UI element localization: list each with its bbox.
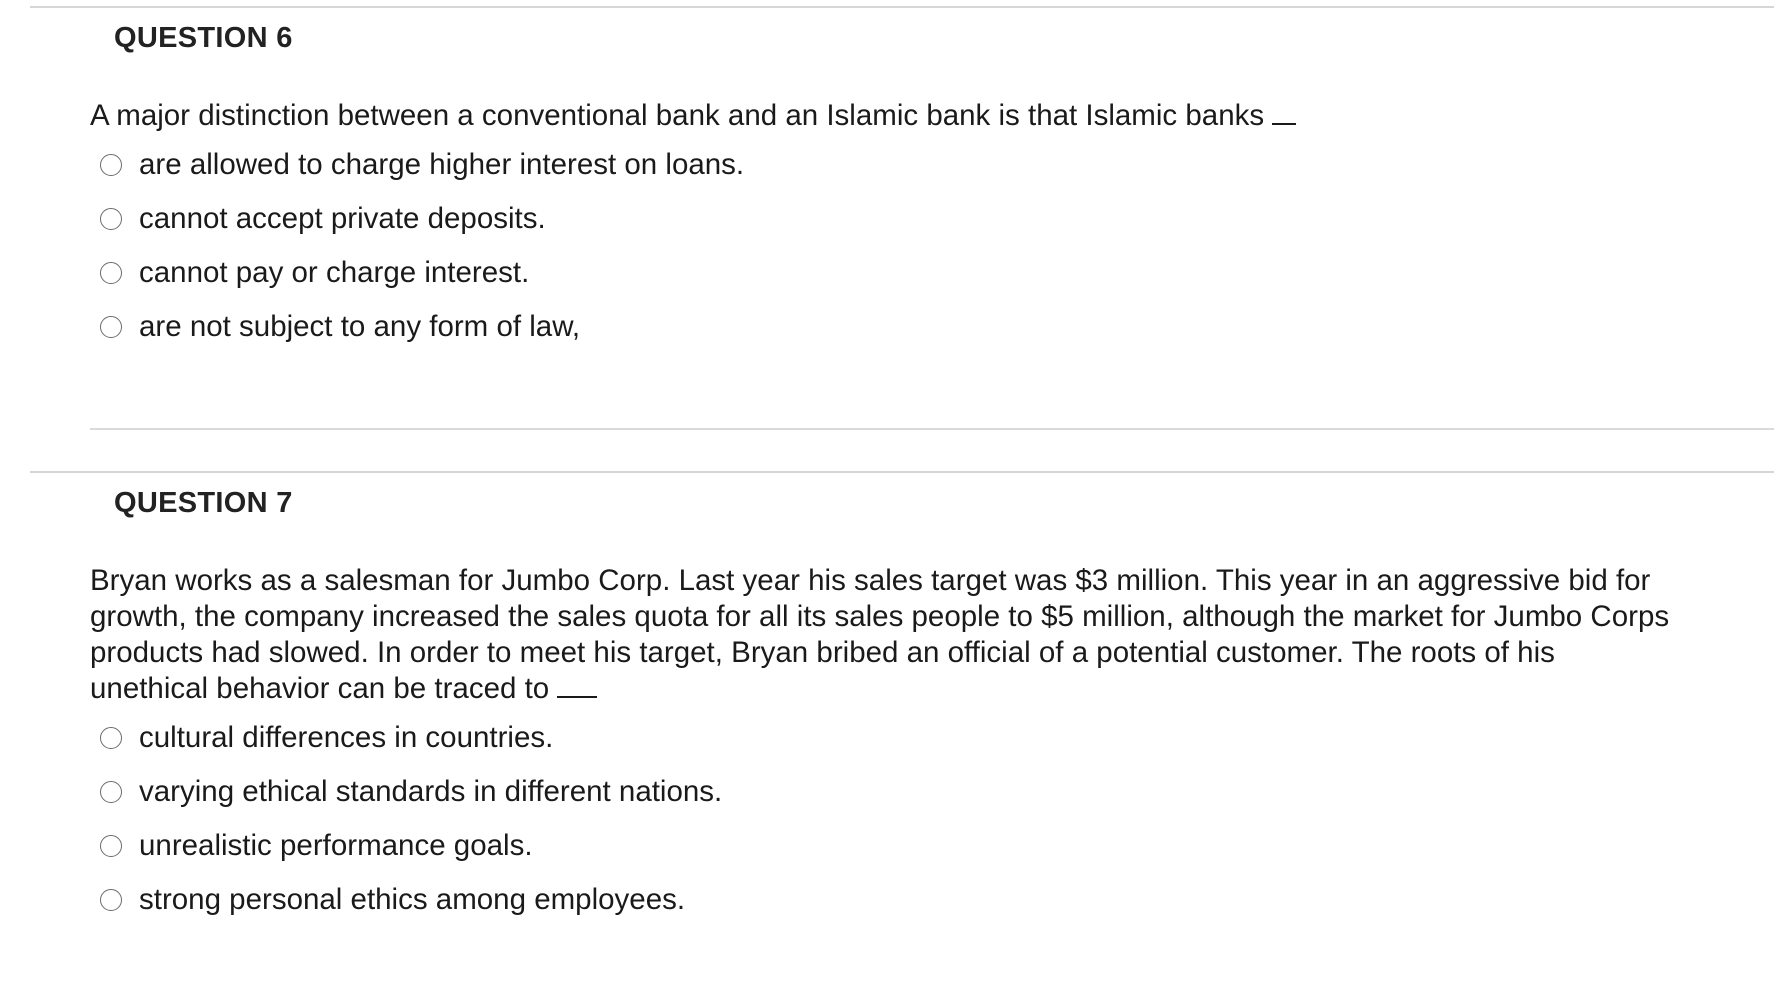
divider [90, 428, 1774, 430]
radio-button[interactable] [100, 208, 122, 230]
radio-button[interactable] [100, 154, 122, 176]
option-label: varying ethical standards in different nations. [139, 775, 723, 808]
option-label: cannot accept private deposits. [139, 202, 546, 235]
divider [30, 471, 1774, 473]
question-6 [0, 6, 1774, 426]
question-title: QUESTION 6 [114, 22, 293, 54]
radio-button[interactable] [100, 781, 122, 803]
question-title: QUESTION 7 [114, 487, 293, 519]
radio-button[interactable] [100, 835, 122, 857]
answer-option[interactable] [100, 718, 553, 758]
option-label: are allowed to charge higher interest on loans. [139, 148, 745, 181]
question-prompt-text: Bryan works as a salesman for Jumbo Corp. Last year his sales target was $3 million. This year in an aggressive bid for growth, the company increased the sales quota for all its sales people to $5 million, although the market for Jumbo Corps products had slowed. In order to meet his target, Bryan bribed an official of a potential customer. The roots of his unethical behavior can be traced to [90, 564, 1670, 705]
question-prompt [90, 563, 1670, 707]
answer-option[interactable] [100, 826, 533, 866]
option-label: unrealistic performance goals. [139, 829, 533, 862]
question-7 [0, 471, 1774, 971]
radio-button[interactable] [100, 316, 122, 338]
divider [30, 6, 1774, 8]
answer-option[interactable] [100, 880, 685, 920]
answer-option[interactable] [100, 772, 722, 812]
question-prompt-text: A major distinction between a conventional bank and an Islamic bank is that Islamic banks [90, 99, 1265, 132]
option-label: cultural differences in countries. [139, 721, 554, 754]
radio-button[interactable] [100, 262, 122, 284]
radio-button[interactable] [100, 889, 122, 911]
option-label: are not subject to any form of law, [139, 310, 581, 343]
option-label: cannot pay or charge interest. [139, 256, 530, 289]
radio-button[interactable] [100, 727, 122, 749]
option-label: strong personal ethics among employees. [139, 883, 686, 916]
answer-blank [1272, 101, 1296, 125]
answer-option[interactable] [100, 307, 580, 347]
answer-blank [557, 674, 597, 698]
question-prompt [90, 98, 1690, 134]
answer-option[interactable] [100, 145, 744, 185]
answer-option[interactable] [100, 199, 546, 239]
answer-option[interactable] [100, 253, 529, 293]
